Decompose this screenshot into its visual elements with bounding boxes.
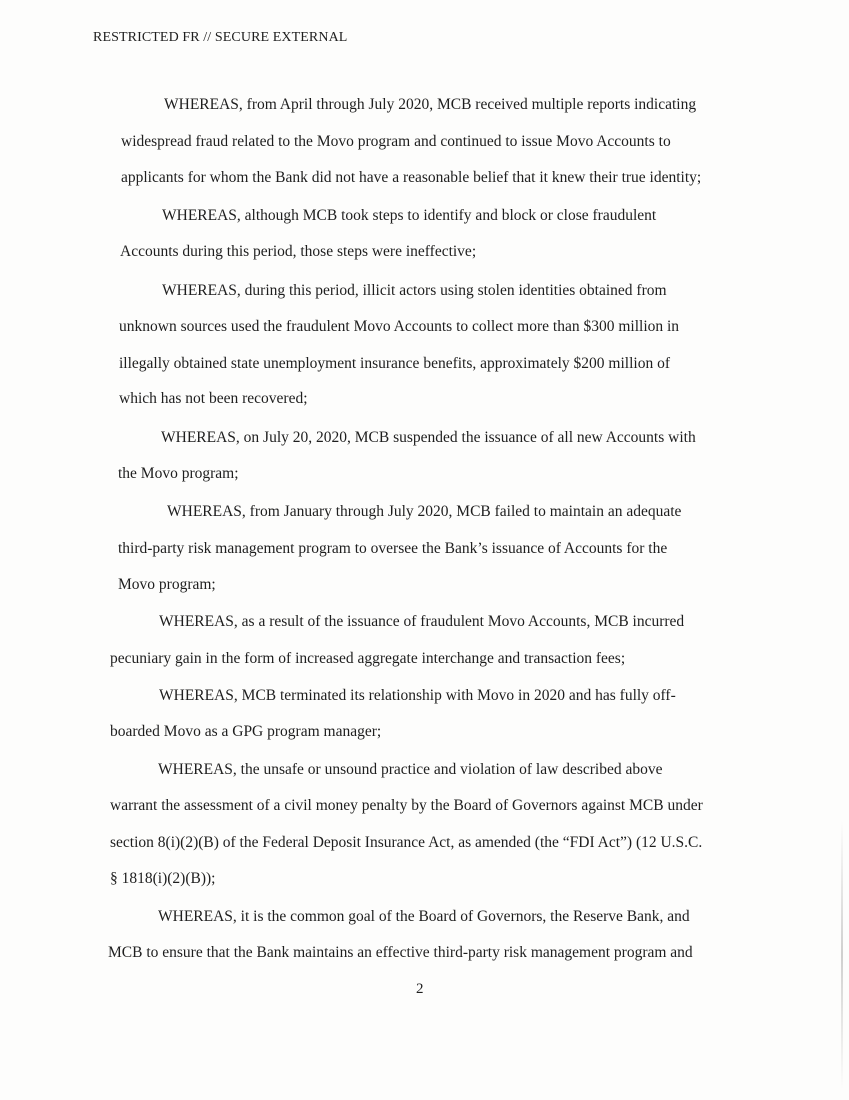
scan-edge-shadow [841, 820, 843, 1090]
text-line: applicants for whom the Bank did not have a reasonable belief that it knew their true identity; [121, 169, 702, 186]
text-line: warrant the assessment of a civil money penalty by the Board of Governors against MCB under [110, 797, 703, 814]
text-line: widespread fraud related to the Movo program and continued to issue Movo Accounts to [121, 133, 671, 150]
text-line: pecuniary gain in the form of increased aggregate interchange and transaction fees; [110, 650, 626, 667]
page-number: 2 [416, 981, 424, 997]
text-line: WHEREAS, on July 20, 2020, MCB suspended the issuance of all new Accounts with [161, 429, 696, 446]
classification-header: RESTRICTED FR // SECURE EXTERNAL [93, 30, 348, 45]
text-line: WHEREAS, the unsafe or unsound practice and violation of law described above [158, 761, 663, 778]
text-line: WHEREAS, although MCB took steps to identify and block or close fraudulent [162, 207, 657, 224]
text-line: WHEREAS, from April through July 2020, MCB received multiple reports indicating [164, 96, 697, 113]
text-line: WHEREAS, MCB terminated its relationship with Movo in 2020 and has fully off- [159, 687, 676, 704]
text-line: unknown sources used the fraudulent Movo Accounts to collect more than $300 million in [119, 318, 680, 335]
text-line: WHEREAS, from January through July 2020, MCB failed to maintain an adequate [167, 503, 682, 520]
text-line: § 1818(i)(2)(B)); [110, 870, 216, 887]
text-line: section 8(i)(2)(B) of the Federal Deposit Insurance Act, as amended (the “FDI Act”) (12 U.S.C. [110, 834, 703, 851]
text-line: WHEREAS, it is the common goal of the Board of Governors, the Reserve Bank, and [158, 908, 690, 925]
text-line: WHEREAS, as a result of the issuance of fraudulent Movo Accounts, MCB incurred [159, 613, 685, 630]
text-line: boarded Movo as a GPG program manager; [110, 723, 382, 740]
text-line: third-party risk management program to oversee the Bank’s issuance of Accounts for the [118, 540, 668, 557]
text-line: illegally obtained state unemployment insurance benefits, approximately $200 million of [119, 355, 670, 372]
text-line: MCB to ensure that the Bank maintains an effective third-party risk management program and [108, 944, 693, 961]
text-line: WHEREAS, during this period, illicit actors using stolen identities obtained from [162, 282, 667, 299]
text-line: the Movo program; [118, 465, 239, 482]
text-line: Movo program; [118, 576, 216, 593]
text-line: Accounts during this period, those steps were ineffective; [120, 243, 477, 260]
text-line: which has not been recovered; [119, 390, 308, 407]
